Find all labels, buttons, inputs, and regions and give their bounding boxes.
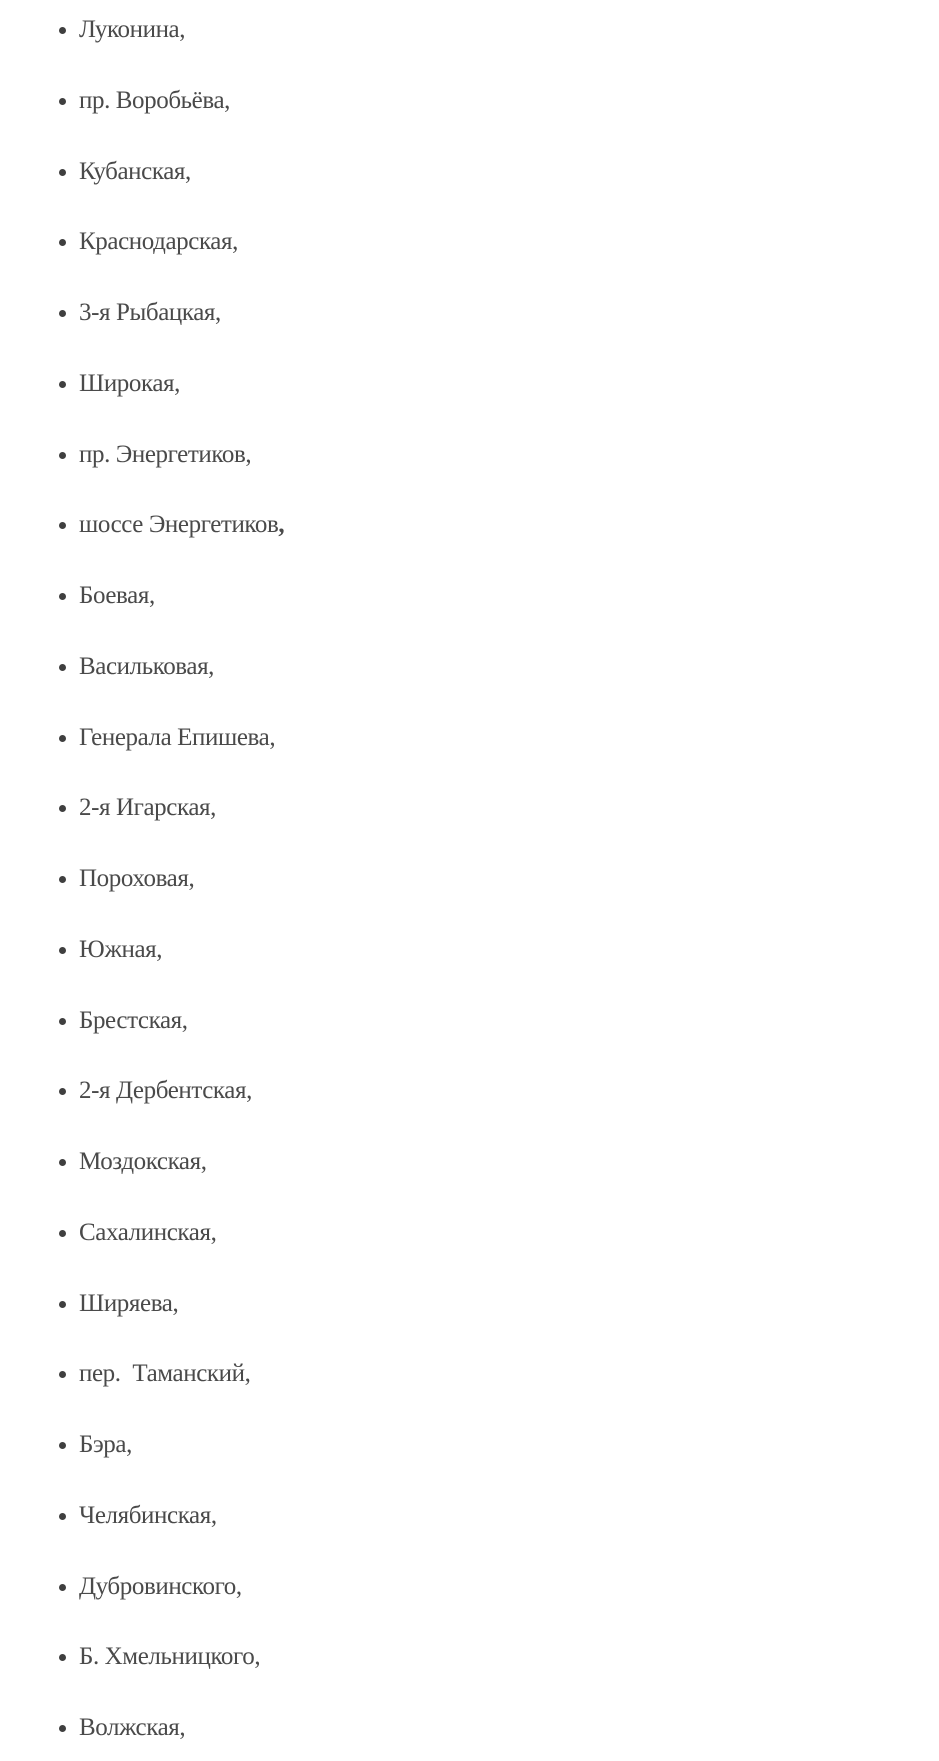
bullet-icon: [59, 1301, 66, 1308]
street-separator: ,: [278, 511, 285, 538]
street-name: [79, 158, 191, 186]
bullet-icon: [59, 1442, 66, 1449]
street-name-text: Васильковая: [79, 653, 209, 680]
bullet-icon: [59, 1018, 66, 1025]
bullet-icon: [59, 239, 66, 246]
bullet-icon: [59, 805, 66, 812]
street-name-text: пр. Воробьёва: [79, 87, 225, 114]
bullet-icon: [59, 169, 66, 176]
street-separator: ,: [210, 1502, 217, 1529]
street-name-text: Широкая: [79, 370, 175, 397]
bullet-icon: [59, 947, 66, 954]
street-name: [79, 936, 162, 964]
street-name-text: Брестская: [79, 1007, 182, 1034]
street-name-text: пер. Таманский: [79, 1360, 245, 1387]
street-name-text: Бэра: [79, 1431, 127, 1458]
bullet-icon: [59, 310, 66, 317]
street-name: [79, 1643, 260, 1671]
bullet-icon: [59, 593, 66, 600]
bullet-icon: [59, 1654, 66, 1661]
street-separator: ,: [188, 865, 195, 892]
street-separator: ,: [126, 1431, 132, 1458]
street-name: [79, 1714, 185, 1742]
street-separator: ,: [210, 1219, 217, 1246]
street-separator: ,: [244, 1360, 251, 1387]
bullet-icon: [59, 381, 66, 388]
bullet-icon: [59, 1513, 66, 1520]
bullet-icon: [59, 664, 66, 671]
street-name-text: Сахалинская: [79, 1219, 211, 1246]
street-name-text: 3-я Рыбацкая: [79, 299, 216, 326]
street-separator: ,: [254, 1643, 261, 1670]
street-name-text: Моздокская: [79, 1148, 201, 1175]
street-name: [79, 1219, 216, 1247]
street-name-text: Ширяева: [79, 1290, 173, 1317]
street-name-text: Челябинская: [79, 1502, 211, 1529]
street-separator: ,: [200, 1148, 207, 1175]
street-name-text: Дубровинского: [79, 1573, 236, 1600]
street-name: [79, 794, 216, 822]
street-name-text: 2-я Дербентская: [79, 1077, 247, 1104]
street-name-text: Кубанская: [79, 158, 186, 185]
street-name: [79, 1290, 178, 1318]
bullet-icon: [59, 27, 66, 34]
street-name: [79, 87, 230, 115]
street-separator: ,: [179, 1714, 186, 1741]
street-separator: ,: [172, 1290, 179, 1317]
street-name: [79, 228, 238, 256]
street-separator: ,: [181, 1007, 188, 1034]
street-name-text: шоссе Энергетиков: [79, 511, 279, 538]
street-name: [79, 865, 194, 893]
street-name-text: Луконина: [79, 16, 180, 43]
street-name: [79, 1360, 250, 1388]
street-separator: ,: [210, 794, 216, 821]
street-separator: ,: [185, 158, 191, 185]
street-separator: ,: [246, 1077, 252, 1104]
bullet-icon: [59, 98, 66, 105]
street-name: [79, 511, 284, 539]
street-name: [79, 1007, 188, 1035]
street-separator: ,: [269, 724, 276, 751]
street-name-text: Волжская: [79, 1714, 180, 1741]
street-name-text: Пороховая: [79, 865, 189, 892]
bullet-icon: [59, 522, 66, 529]
street-name: [79, 582, 155, 610]
bullet-icon: [59, 735, 66, 742]
street-name-text: Б. Хмельницкого: [79, 1643, 255, 1670]
street-separator: ,: [215, 299, 221, 326]
street-separator: ,: [224, 87, 231, 114]
bullet-icon: [59, 1159, 66, 1166]
street-separator: ,: [156, 936, 163, 963]
bullet-icon: [59, 452, 66, 459]
street-separator: ,: [235, 1573, 242, 1600]
street-name: [79, 653, 214, 681]
street-name: [79, 370, 180, 398]
street-name: [79, 1431, 132, 1459]
street-name: [79, 1502, 217, 1530]
street-name: [79, 441, 251, 469]
street-name: [79, 1573, 242, 1601]
bullet-icon: [59, 1371, 66, 1378]
street-name-text: 2-я Игарская: [79, 794, 211, 821]
street-name: [79, 724, 275, 752]
street-name: [79, 299, 221, 327]
street-separator: ,: [232, 228, 238, 255]
street-name-text: Краснодарская: [79, 228, 233, 255]
street-name-text: Южная: [79, 936, 157, 963]
street-name: [79, 1077, 252, 1105]
street-name-text: Генерала Епишева: [79, 724, 270, 751]
street-name: [79, 1148, 207, 1176]
street-separator: ,: [174, 370, 181, 397]
street-separator: ,: [208, 653, 215, 680]
street-separator: ,: [245, 441, 252, 468]
street-name-text: Боевая: [79, 582, 149, 609]
street-name: [79, 16, 185, 44]
bullet-icon: [59, 876, 66, 883]
bullet-icon: [59, 1584, 66, 1591]
bullet-icon: [59, 1230, 66, 1237]
street-separator: ,: [148, 582, 155, 609]
bullet-icon: [59, 1725, 66, 1732]
street-name-text: пр. Энергетиков: [79, 441, 246, 468]
bullet-icon: [59, 1088, 66, 1095]
street-separator: ,: [179, 16, 186, 43]
